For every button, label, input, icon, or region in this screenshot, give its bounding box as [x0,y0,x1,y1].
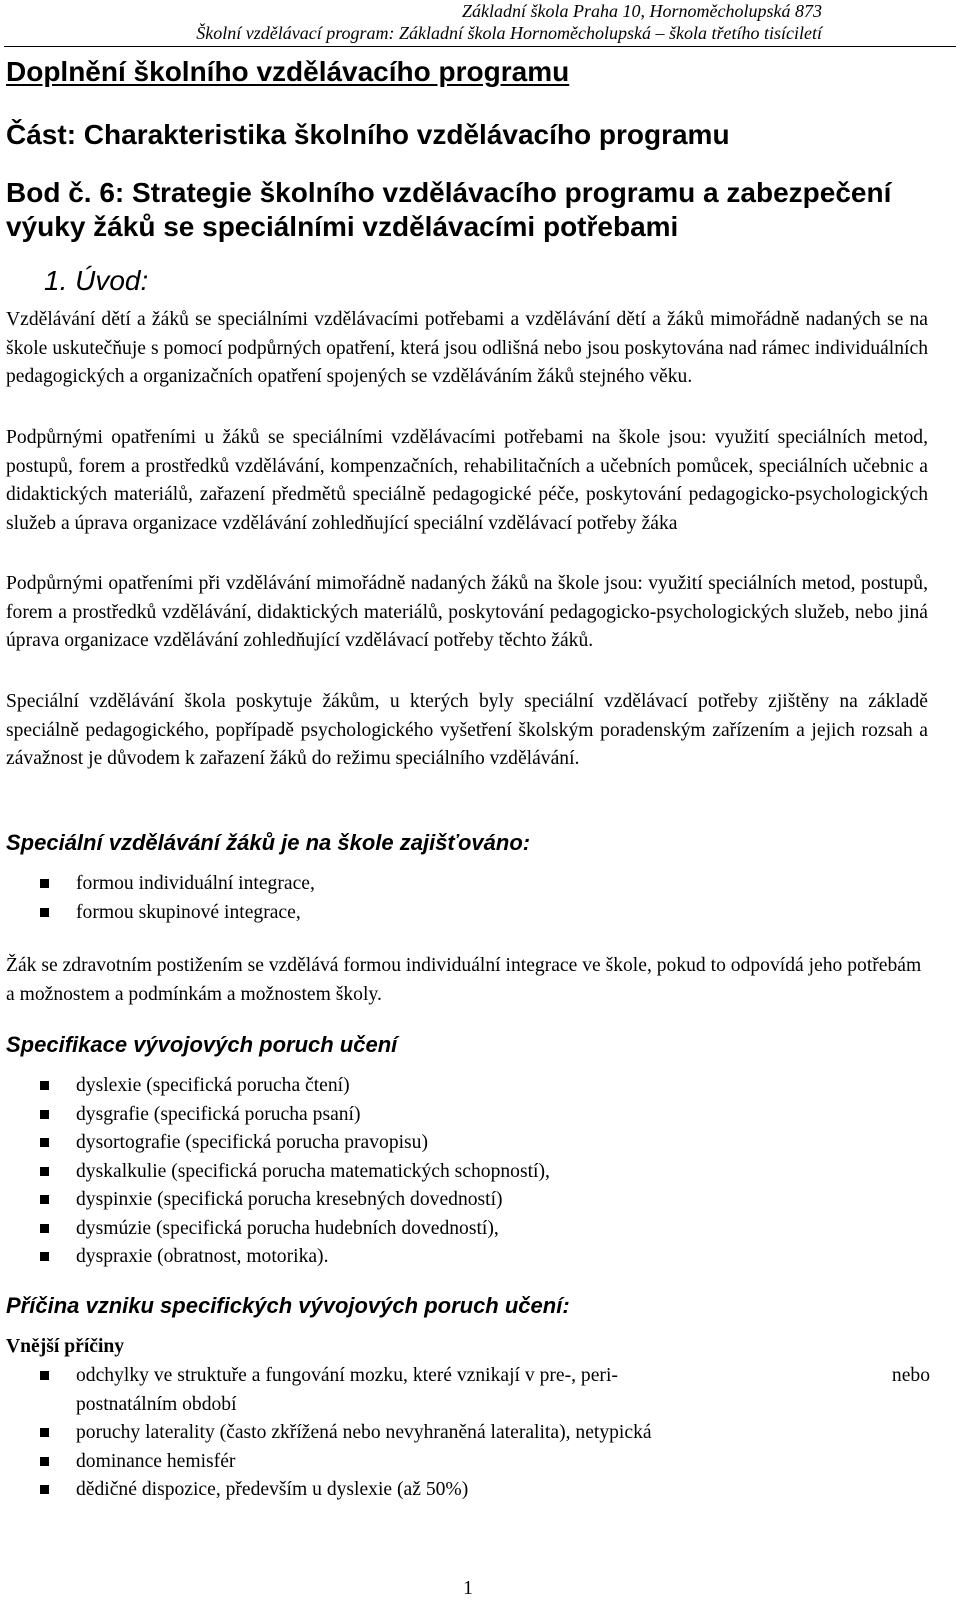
bullet-icon [40,1428,49,1437]
causes-heading: Příčina vzniku specifických vývojových poruch učení: [6,1293,570,1318]
special-education-heading: Speciální vzdělávání žáků je na škole zajišťováno: [6,830,531,855]
bullet-icon [40,1371,49,1380]
bullet-icon [40,1167,49,1176]
causes-list [40,1362,930,1505]
intro-paragraph: Podpůrnými opatřeními při vzdělávání mimořádně nadaných žáků na škole jsou: využití speciálních metod, postupů, forem a prostředků vzdělávání, didaktických materiálů, poskytování pedagogicko-psychologických služeb, nebo jiná úprava organizace vzdělávání zohledňující vzdělávací potřeby těchto žáků. [6,573,928,651]
list-item: formou skupinové integrace, [40,899,930,928]
list-item: dyspinxie (specifická porucha kresebných dovedností) [40,1186,930,1215]
header-divider [4,46,956,47]
bullet-icon [40,879,49,888]
bullet-icon [40,1195,49,1204]
disorders-heading: Specifikace vývojových poruch učení [6,1032,398,1057]
document-title: Doplnění školního vzdělávacího programu [6,56,570,87]
integration-paragraph: Žák se zdravotním postižením se vzdělává formou individuální integrace ve škole, pokud to odpovídá jeho potřebám a možnostem a podmínkám a možnostem školy. [6,955,922,1005]
header-program: Školní vzdělávací program: Základní škola Hornoměcholupská – škola třetího tisíciletí [196,23,822,43]
part-title: Část: Charakteristika školního vzdělávacího programu [6,119,730,150]
list-item: odchylky ve struktuře a fungování mozku, které vznikají v pre-, peri- nebo postnatálním období [40,1362,930,1419]
point-title: Bod č. 6: Strategie školního vzdělávacího programu a zabezpečení výuky žáků se speciálními vzdělávacími potřebami [6,177,892,242]
list-item: dysortografie (specifická porucha pravopisu) [40,1129,930,1158]
bullet-icon [40,1457,49,1466]
page-number: 1 [463,1578,473,1599]
header-school: Základní škola Praha 10, Hornoměcholupská 873 [462,1,822,21]
intro-paragraph: Podpůrnými opatřeními u žáků se speciálními vzdělávacími potřebami na škole jsou: využití speciálních metod, postupů, forem a prostředků vzdělávání, kompenzačních, rehabilitačních a učebních pomůcek, speciálních učebnic a didaktických materiálů, zařazení předmětů speciálně pedagogické péče, poskytování pedagogicko-psychologických služeb a úprava organizace vzdělávání zohledňující speciální vzdělávací potřeby žáka [6,427,928,534]
bullet-icon [40,1110,49,1119]
bullet-icon [40,1485,49,1494]
list-item: dominance hemisfér [40,1448,930,1477]
list-item: poruchy laterality (často zkřížená nebo nevyhraněná lateralita), netypická [40,1419,930,1448]
list-item: dysgrafie (specifická porucha psaní) [40,1101,930,1130]
list-item: dyslexie (specifická porucha čtení) [40,1072,930,1101]
intro-paragraph: Speciální vzdělávání škola poskytuje žákům, u kterých byly speciální vzdělávací potřeby zjištěny na základě speciálně pedagogického, popřípadě psychologického vyšetření školským poradenským zařízením a jejich rozsah a závažnost je důvodem k zařazení žáků do režimu speciálního vzdělávání. [6,691,928,769]
special-education-list [40,870,930,927]
list-item: dědičné dispozice, především u dyslexie (až 50%) [40,1476,930,1505]
bullet-icon [40,1081,49,1090]
bullet-icon [40,908,49,917]
bullet-icon [40,1138,49,1147]
list-item: dyspraxie (obratnost, motorika). [40,1243,930,1272]
intro-heading: 1. Úvod: [44,265,149,296]
bullet-icon [40,1252,49,1261]
disorders-list [40,1072,930,1272]
list-item: dysmúzie (specifická porucha hudebních dovedností), [40,1215,930,1244]
list-item: dyskalkulie (specifická porucha matematických schopností), [40,1158,930,1187]
list-item: formou individuální integrace, [40,870,930,899]
external-causes-subheading: Vnější příčiny [6,1336,125,1357]
bullet-icon [40,1224,49,1233]
intro-paragraph: Vzdělávání dětí a žáků se speciálními vzdělávacími potřebami a vzdělávání dětí a žáků mimořádně nadaných se na škole uskutečňuje s pomocí podpůrných opatření, která jsou odlišná nebo jsou poskytována nad rámec individuálních pedagogických a organizačních opatření spojených se vzděláváním žáků stejného věku. [6,309,928,387]
